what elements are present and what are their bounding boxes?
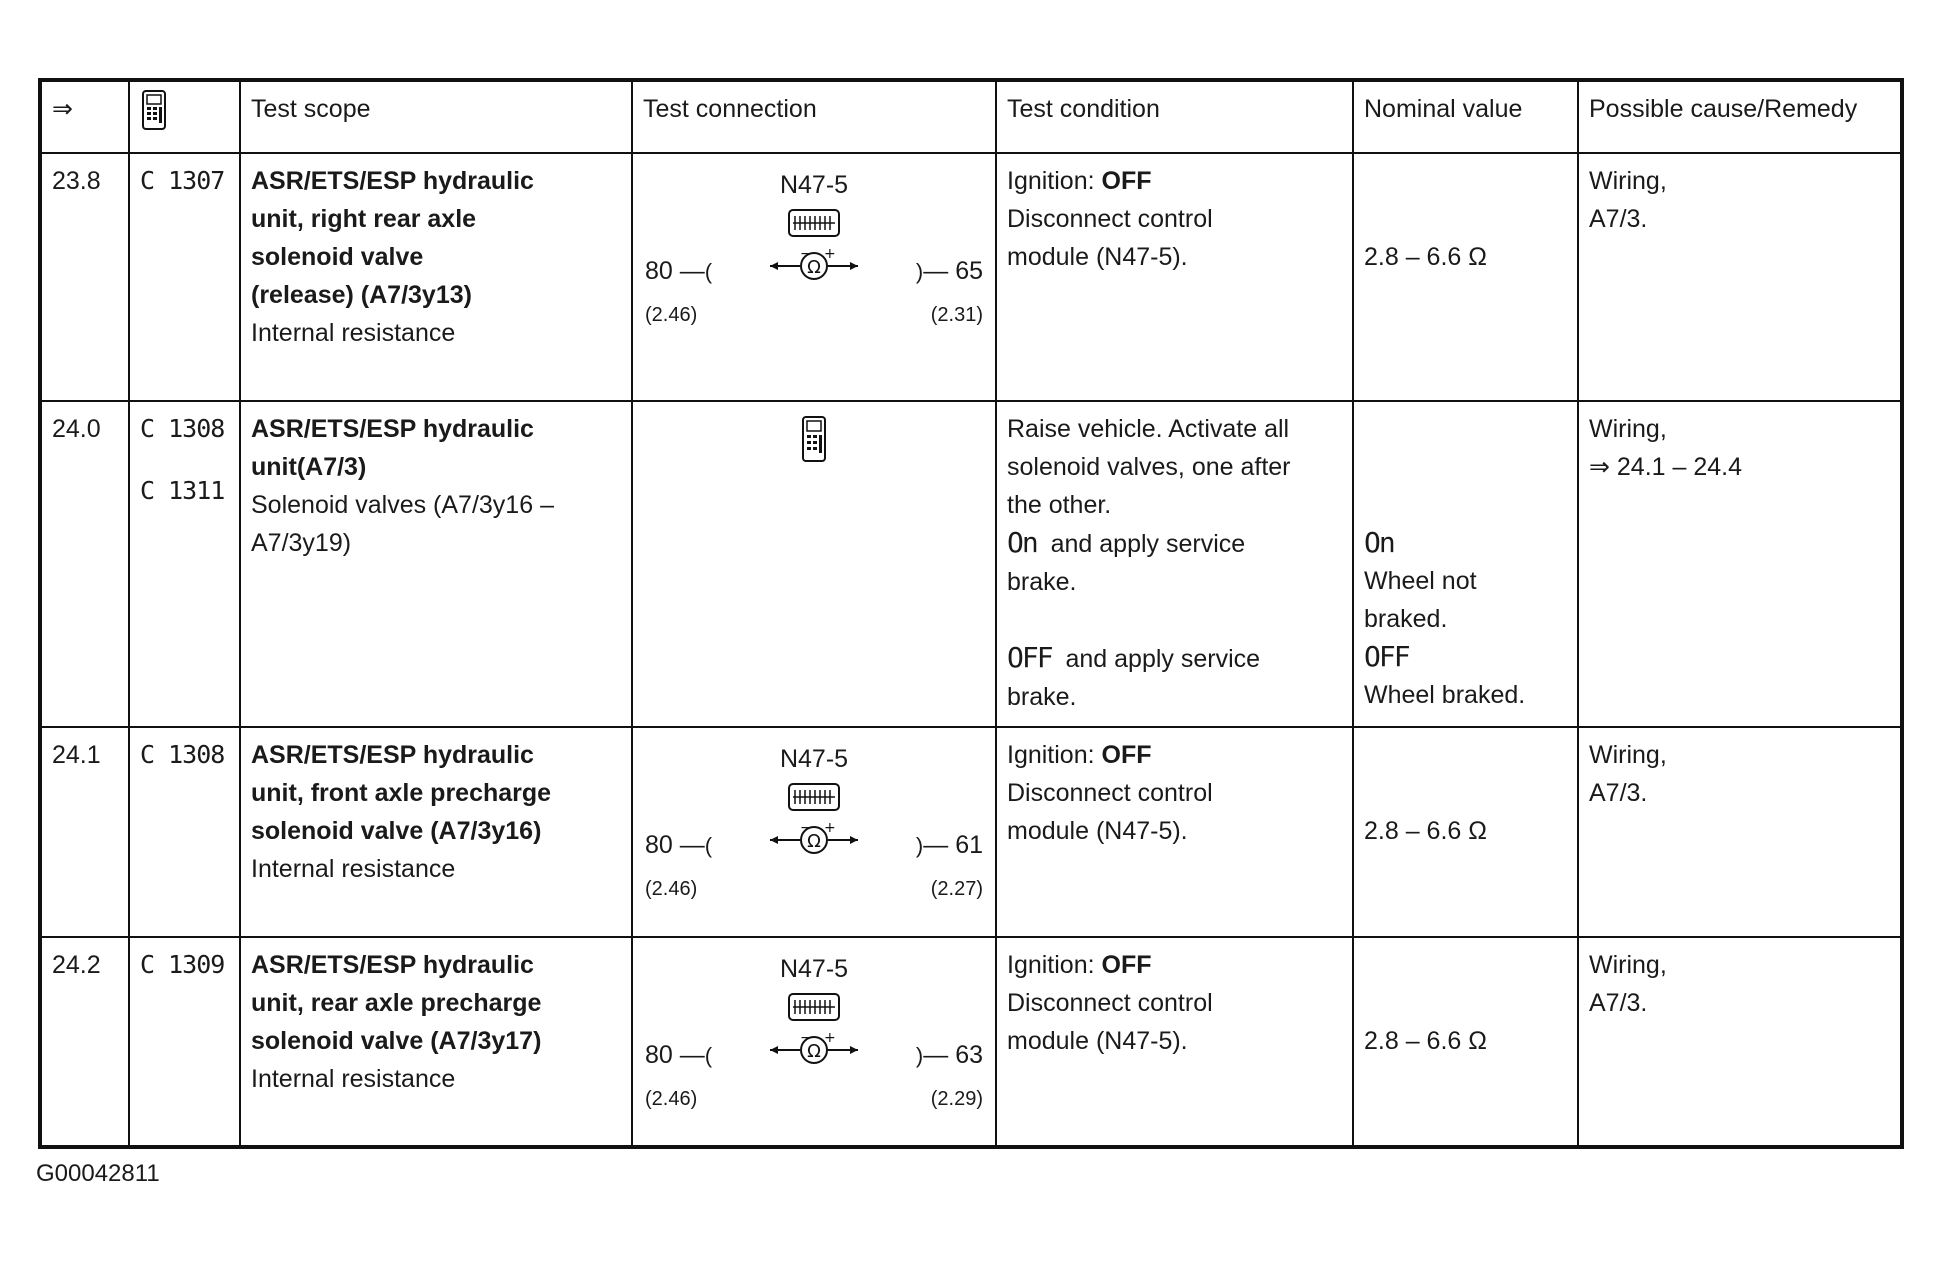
nominal-value-header: Nominal value bbox=[1353, 80, 1578, 153]
remedy-header: Possible cause/Remedy bbox=[1578, 80, 1902, 153]
test-condition: Raise vehicle. Activate all solenoid valves, one after the other. On and apply service brake. OFF and apply service brake. bbox=[996, 401, 1353, 727]
nominal-value: 2.8 – 6.6 Ω bbox=[1353, 727, 1578, 937]
test-scope: ASR/ETS/ESP hydraulic unit(A7/3) Solenoid valves (A7/3y16 – A7/3y19) bbox=[240, 401, 632, 727]
step-number: 24.1 bbox=[40, 727, 129, 937]
test-table-sheet bbox=[38, 78, 1900, 1149]
control-module-icon bbox=[787, 992, 841, 1024]
pin-left: 80 —( bbox=[645, 831, 713, 859]
svg-text:−: − bbox=[800, 248, 812, 262]
control-module-icon bbox=[787, 782, 841, 814]
wire-left: (2.46) bbox=[645, 1088, 698, 1110]
fault-code: C 1309 bbox=[129, 937, 240, 1147]
test-condition: Ignition: OFF Disconnect control module (N47-5). bbox=[996, 153, 1353, 401]
table-row bbox=[40, 401, 1902, 727]
pin-right: )— 63 bbox=[915, 1041, 983, 1069]
test-connection: N47-5 80 —( Ω − + )— 61 (2.46) (2.27) bbox=[632, 727, 996, 937]
test-scope-header: Test scope bbox=[240, 80, 632, 153]
test-condition: Ignition: OFF Disconnect control module (N47-5). bbox=[996, 937, 1353, 1147]
tester-header bbox=[129, 80, 240, 153]
remedy: Wiring, ⇒ 24.1 – 24.4 bbox=[1578, 401, 1902, 727]
wire-left: (2.46) bbox=[645, 304, 698, 326]
nominal-value: On Wheel not braked. OFF Wheel braked. bbox=[1353, 401, 1578, 727]
on-indicator: On bbox=[1007, 526, 1037, 559]
step-number: 24.0 bbox=[40, 401, 129, 727]
ohmmeter-icon bbox=[768, 1032, 860, 1068]
nominal-value: 2.8 – 6.6 Ω bbox=[1353, 937, 1578, 1147]
ohmmeter-icon bbox=[768, 822, 860, 858]
test-scope: ASR/ETS/ESP hydraulic unit, right rear axle solenoid valve (release) (A7/3y13) Internal resistance bbox=[240, 153, 632, 401]
nominal-value: 2.8 – 6.6 Ω bbox=[1353, 153, 1578, 401]
test-scope: ASR/ETS/ESP hydraulic unit, rear axle precharge solenoid valve (A7/3y17) Internal resistance bbox=[240, 937, 632, 1147]
fault-code: C 1308 bbox=[129, 727, 240, 937]
pin-right: )— 61 bbox=[915, 831, 983, 859]
svg-text:+: + bbox=[824, 822, 836, 836]
remedy: Wiring, A7/3. bbox=[1578, 153, 1902, 401]
arrow-header: ⇒ bbox=[40, 80, 129, 153]
control-module-icon bbox=[787, 208, 841, 240]
tester-icon bbox=[140, 90, 168, 130]
table-header-row bbox=[40, 80, 1902, 153]
fault-code: C 1307 bbox=[129, 153, 240, 401]
remedy: Wiring, A7/3. bbox=[1578, 937, 1902, 1147]
test-connection: N47-5 80 —( Ω − + )— 65 (2.46) (2.31) bbox=[632, 153, 996, 401]
svg-text:Ω: Ω bbox=[807, 257, 821, 278]
figure-code: G00042811 bbox=[36, 1160, 160, 1187]
fault-code: C 1308 C 1311 bbox=[129, 401, 240, 727]
pin-left: 80 —( bbox=[645, 257, 713, 285]
table-row bbox=[40, 727, 1902, 937]
test-condition: Ignition: OFF Disconnect control module (N47-5). bbox=[996, 727, 1353, 937]
svg-text:+: + bbox=[824, 1032, 836, 1046]
pin-left: 80 —( bbox=[645, 1041, 713, 1069]
test-connection: N47-5 80 —( Ω − + )— 63 (2.46) (2.29) bbox=[632, 937, 996, 1147]
remedy: Wiring, A7/3. bbox=[1578, 727, 1902, 937]
svg-text:−: − bbox=[800, 822, 812, 836]
svg-text:Ω: Ω bbox=[807, 831, 821, 852]
wire-left: (2.46) bbox=[645, 878, 698, 900]
test-scope: ASR/ETS/ESP hydraulic unit, front axle precharge solenoid valve (A7/3y16) Internal resistance bbox=[240, 727, 632, 937]
test-table bbox=[38, 78, 1904, 1149]
svg-text:Ω: Ω bbox=[807, 1041, 821, 1062]
wire-right: (2.31) bbox=[930, 304, 983, 326]
test-connection bbox=[632, 401, 996, 727]
table-row bbox=[40, 153, 1902, 401]
off-indicator: OFF bbox=[1007, 641, 1052, 674]
wire-right: (2.29) bbox=[930, 1088, 983, 1110]
step-number: 24.2 bbox=[40, 937, 129, 1147]
ohmmeter-icon bbox=[768, 248, 860, 284]
test-condition-header: Test condition bbox=[996, 80, 1353, 153]
wire-right: (2.27) bbox=[930, 878, 983, 900]
svg-text:+: + bbox=[824, 248, 836, 262]
step-number: 23.8 bbox=[40, 153, 129, 401]
test-connection-header: Test connection bbox=[632, 80, 996, 153]
pin-right: )— 65 bbox=[915, 257, 983, 285]
table-row bbox=[40, 937, 1902, 1147]
svg-text:−: − bbox=[800, 1032, 812, 1046]
tester-icon bbox=[800, 416, 828, 462]
